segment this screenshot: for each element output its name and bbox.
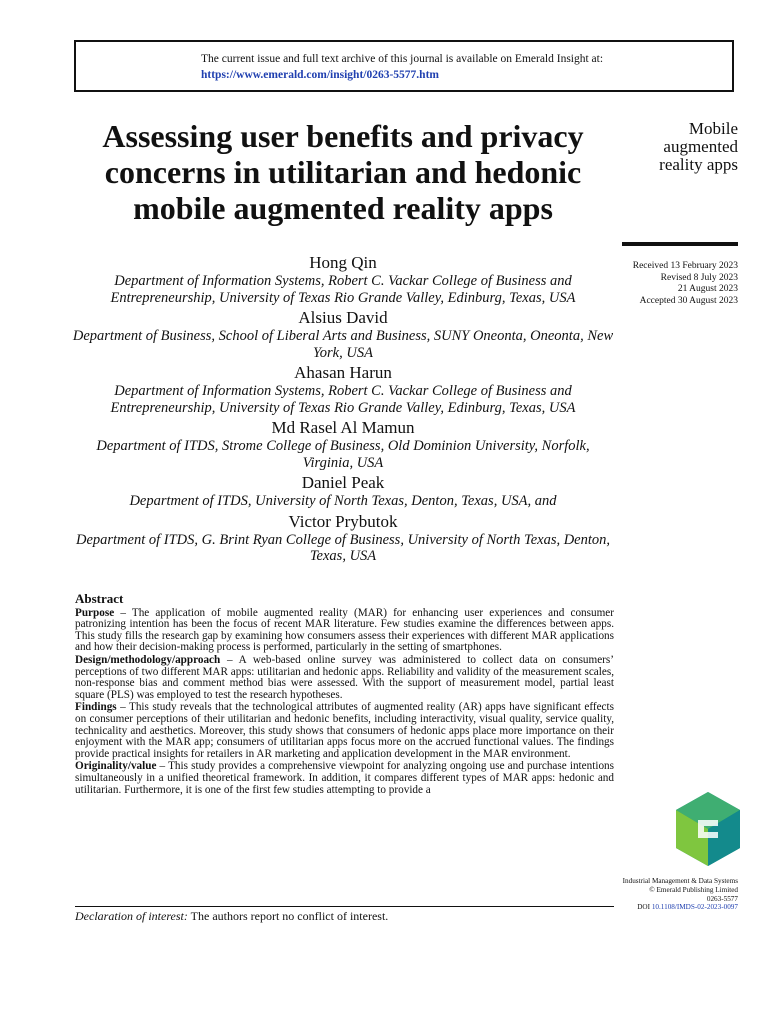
author-affiliation: Department of ITDS, G. Brint Ryan College of Business, University of North Texas, Denton, Texas, USA <box>75 531 611 564</box>
author-name: Alsius David <box>298 308 388 327</box>
section-label: Purpose <box>75 606 115 619</box>
author-affiliation: Department of Business, School of Liberal Arts and Business, SUNY Oneonta, Oneonta, New York, USA <box>72 328 614 361</box>
abstract-heading: Abstract <box>75 591 124 606</box>
abstract-design: Design/methodology/approach – A web-based online survey was administered to collect data on consumers’ perceptions of two different MAR apps: utilitarian and hedonic apps. Reliability and validity of the measurement scales, non-response bias and comment method bias were assessed. With the support of measurement model, partial least square (PLS) was employed to test the research hypotheses. <box>75 653 614 701</box>
article-dates <box>610 261 738 307</box>
declaration-label: Declaration of interest: <box>75 909 188 923</box>
date-revised: Revised 8 July 2023 <box>660 272 738 283</box>
section-label: Findings <box>75 701 117 714</box>
section-text: A web-based online survey was administered to collect data on consumers’ perceptions of two different MAR apps: utilitarian and hedonic apps. Reliability and validity of the measurement scales, non-response bias and comment method bias were assessed. With the support of measurement model, partial least square (PLS) was employed to test the research hypotheses. <box>75 653 614 701</box>
declaration-text: The authors report no conflict of interest. <box>190 909 389 923</box>
author-affiliation: Department of ITDS, Strome College of Business, Old Dominion University, Norfolk, Virginia, USA <box>96 438 590 471</box>
section-label: Design/methodology/approach <box>75 653 221 666</box>
doi-label: DOI <box>637 903 651 912</box>
author-affiliation: Department of ITDS, University of North Texas, Denton, Texas, USA, and <box>129 493 557 509</box>
article-title: Assessing user benefits and privacy concerns in utilitarian and hedonic mobile augmented reality apps <box>102 118 584 226</box>
author-affiliation: Department of Information Systems, Robert C. Vackar College of Business and Entrepreneurship, University of Texas Rio Grande Valley, Edinburg, Texas, USA <box>110 383 576 416</box>
author-name: Hong Qin <box>309 253 377 272</box>
abstract-findings: Findings – This study reveals that the technological attributes of augmented reality (AR) apps have significant effects on consumer perceptions of their utilitarian and hedonic benefits, including interactivity, visual quality, service quality, technicality and aesthetics. Moreover, this study shows that consumers of hedonic apps place more importance on their enjoyment with the MAR app; consumers of utilitarian apps focus more on the accrued functional values. The findings provide practical insights for retailers in AR marketing and application development in the MAR environment. <box>75 701 614 760</box>
journal-info <box>600 877 738 912</box>
doi-link[interactable]: 10.1108/IMDS-02-2023-0097 <box>651 903 738 912</box>
date-accepted: Accepted 30 August 2023 <box>639 295 738 306</box>
section-text: This study provides a comprehensive viewpoint for analyzing ongoing use and purchase intentions simultaneously in a unified theoretical framework. In addition, it compares different types of MAR apps: hedonic and utilitarian. Furthermore, it is one of the first few studies attempting to provide a <box>75 760 614 796</box>
author-name: Victor Prybutok <box>288 511 398 531</box>
journal-header-box <box>74 40 734 92</box>
section-label: Originality/value <box>75 760 157 773</box>
header-notice: The current issue and full text archive of this journal is available on Emerald Insight at: <box>201 53 604 65</box>
section-text: The application of mobile augmented reality (MAR) for enhancing user experiences and consumer patronizing intention has been the focus of recent MAR literature. Few studies examine the differences between apps. This study fills the research gap by examining how consumers assess their experiences with different MAR applications and how their decision-making process is performed, particularly in the setting of smartphones. <box>75 606 614 654</box>
date-received: Received 13 February 2023 <box>632 261 738 271</box>
running-title-rule <box>622 242 738 246</box>
declaration-of-interest <box>75 909 388 924</box>
author-name: Daniel Peak <box>301 473 385 492</box>
emerald-logo-icon <box>676 792 740 866</box>
section-text: This study reveals that the technological attributes of augmented reality (AR) apps have significant effects on consumer perceptions of their utilitarian and hedonic benefits, including interactivity, visual quality, service quality, technicality and aesthetics. Moreover, this study shows that consumers of hedonic apps place more importance on their enjoyment with the MAR app; consumers of utilitarian apps focus more on the accrued functional values. The findings provide practical insights for retailers in AR marketing and application development in the MAR environment. <box>75 701 614 760</box>
issn: 0263-5577 <box>706 894 738 903</box>
journal-url-link[interactable]: https://www.emerald.com/insight/0263-5577.htm <box>201 69 439 81</box>
journal-name: Industrial Management & Data Systems <box>622 877 738 885</box>
abstract-originality: Originality/value – This study provides a comprehensive viewpoint for analyzing ongoing use and purchase intentions simultaneously in a unified theoretical framework. In addition, it compares different types of MAR apps: hedonic and utilitarian. Furthermore, it is one of the first few studies attempting to provide a <box>75 760 614 796</box>
author-name: Md Rasel Al Mamun <box>271 418 415 437</box>
date-revised-2: 21 August 2023 <box>677 284 738 294</box>
footnote-rule <box>75 906 614 907</box>
doi-line <box>600 903 738 912</box>
abstract-purpose: Purpose – The application of mobile augmented reality (MAR) for enhancing user experiences and consumer patronizing intention has been the focus of recent MAR literature. Few studies examine the differences between apps. This study fills the research gap by examining how consumers assess their experiences with different MAR applications and how their decision-making process is performed, particularly in the setting of smartphones. <box>75 606 614 654</box>
running-title: Mobile augmented reality apps <box>659 119 738 174</box>
abstract <box>75 593 614 797</box>
author-list <box>70 253 616 567</box>
publisher: © Emerald Publishing Limited <box>649 885 738 894</box>
author-affiliation: Department of Information Systems, Robert C. Vackar College of Business and Entrepreneurship, University of Texas Rio Grande Valley, Edinburg, Texas, USA <box>110 273 576 306</box>
author-name: Ahasan Harun <box>294 363 392 382</box>
